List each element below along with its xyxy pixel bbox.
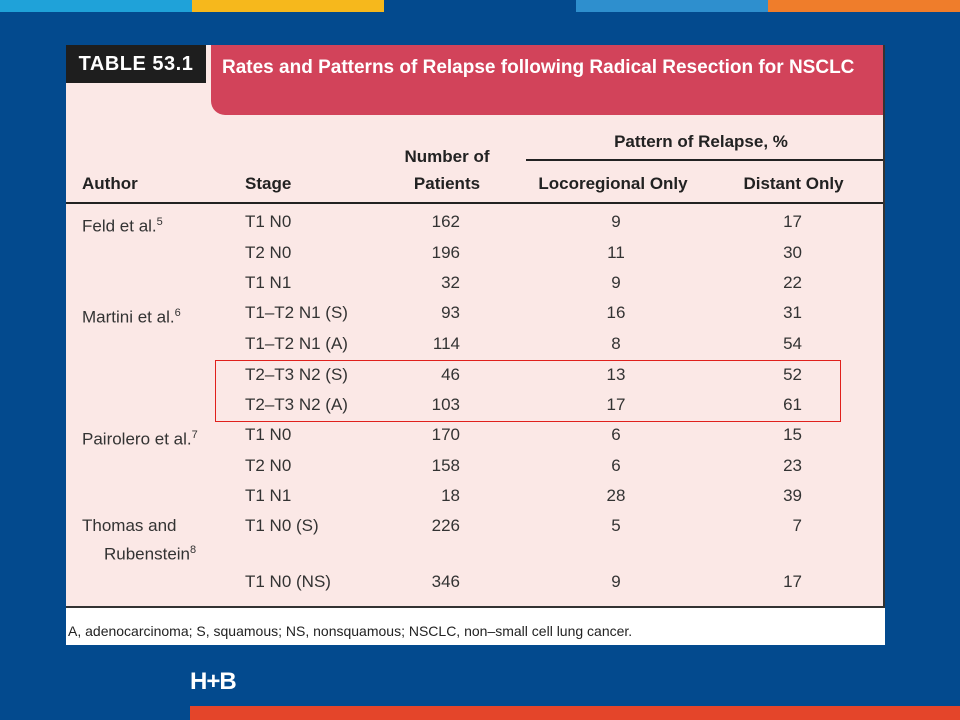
cell-stage: T1 N1 [245,486,292,505]
header-relapse-group: Pattern of Relapse, % [614,132,788,151]
header-patients-line2: Patients [413,174,481,193]
cell-distant: 22 [783,273,802,292]
cell-distant: 52 [783,365,802,384]
cell-patients: 103 [431,395,460,414]
cell-distant: 61 [783,395,802,414]
cell-distant: 17 [783,572,802,591]
cell-stage: T1 N0 (NS) [245,572,331,591]
header-stage: Stage [245,174,292,193]
cell-locoregional: 8 [611,334,621,353]
cell-patients: 226 [431,516,460,535]
cell-distant: 30 [783,243,802,262]
cell-stage: T1–T2 N1 (A) [245,334,348,353]
cell-locoregional: 17 [606,395,626,414]
top-strip-segment-5 [768,0,960,12]
cell-author: Pairolero et al.$^7$ [82,429,198,449]
table-title: Rates and Patterns of Relapse following Radical Resection for NSCLC [222,57,855,78]
cell-distant: 15 [783,425,802,444]
cell-stage: T1 N0 [245,212,292,231]
cell-stage: T1 N1 [245,273,292,292]
cell-locoregional: 13 [606,365,626,384]
cell-locoregional: 6 [611,456,621,475]
cell-patients: 93 [441,303,460,322]
group-header-rule [526,159,883,161]
publisher-logo-icon: H+B [190,668,236,695]
cell-patients: 346 [431,572,460,591]
cell-locoregional: 6 [611,425,621,444]
cell-author-continued: Rubenstein$^8$ [104,544,197,564]
cell-stage: T2–T3 N2 (A) [245,395,348,414]
cell-stage: T1–T2 N1 (S) [245,303,348,322]
highlight-box [215,360,841,422]
cell-patients: 196 [431,243,460,262]
cell-author: Thomas and [82,516,177,535]
cell-patients: 114 [432,334,460,353]
cell-locoregional: 9 [611,212,621,231]
top-strip-segment-2 [192,0,384,12]
cell-stage: T1 N0 (S) [245,516,319,535]
top-strip-segment-3 [384,0,576,12]
cell-locoregional: 28 [606,486,626,505]
cell-distant: 17 [783,212,802,231]
cell-stage: T2 N0 [245,243,292,262]
table-bottom-rule [66,606,885,608]
table-right-edge [883,45,885,607]
cell-patients: 32 [441,273,460,292]
top-strip-segment-4 [576,0,768,12]
header-bottom-rule [66,202,885,204]
cell-author: Feld et al.$^5$ [82,216,163,236]
header-locoregional: Locoregional Only [538,174,688,193]
cell-stage: T2 N0 [245,456,292,475]
cell-locoregional: 11 [607,243,625,262]
header-author: Author [82,174,138,193]
bottom-accent-bar [190,706,960,720]
cell-locoregional: 16 [606,303,626,322]
table-banner [66,45,885,115]
table-footnote: A, adenocarcinoma; S, squamous; NS, nonsquamous; NSCLC, non–small cell lung cancer. [68,623,633,639]
cell-stage: T1 N0 [245,425,292,444]
cell-distant: 7 [792,516,802,535]
cell-patients: 18 [441,486,460,505]
cell-patients: 170 [431,425,460,444]
table-number-label: TABLE 53.1 [66,45,206,83]
cell-author: Martini et al.$^6$ [82,307,181,327]
cell-distant: 39 [783,486,802,505]
cell-distant: 54 [783,334,802,353]
cell-distant: 23 [783,456,802,475]
cell-locoregional: 5 [611,516,621,535]
cell-patients: 162 [431,212,460,231]
cell-patients: 46 [441,365,460,384]
header-distant: Distant Only [743,174,844,193]
cell-stage: T2–T3 N2 (S) [245,365,348,384]
table-card [66,45,885,645]
cell-locoregional: 9 [611,273,621,292]
cell-locoregional: 9 [611,572,621,591]
cell-patients: 158 [431,456,460,475]
header-patients-line1: Number of [404,147,490,166]
top-strip-segment-1 [0,0,192,12]
cell-distant: 31 [783,303,802,322]
